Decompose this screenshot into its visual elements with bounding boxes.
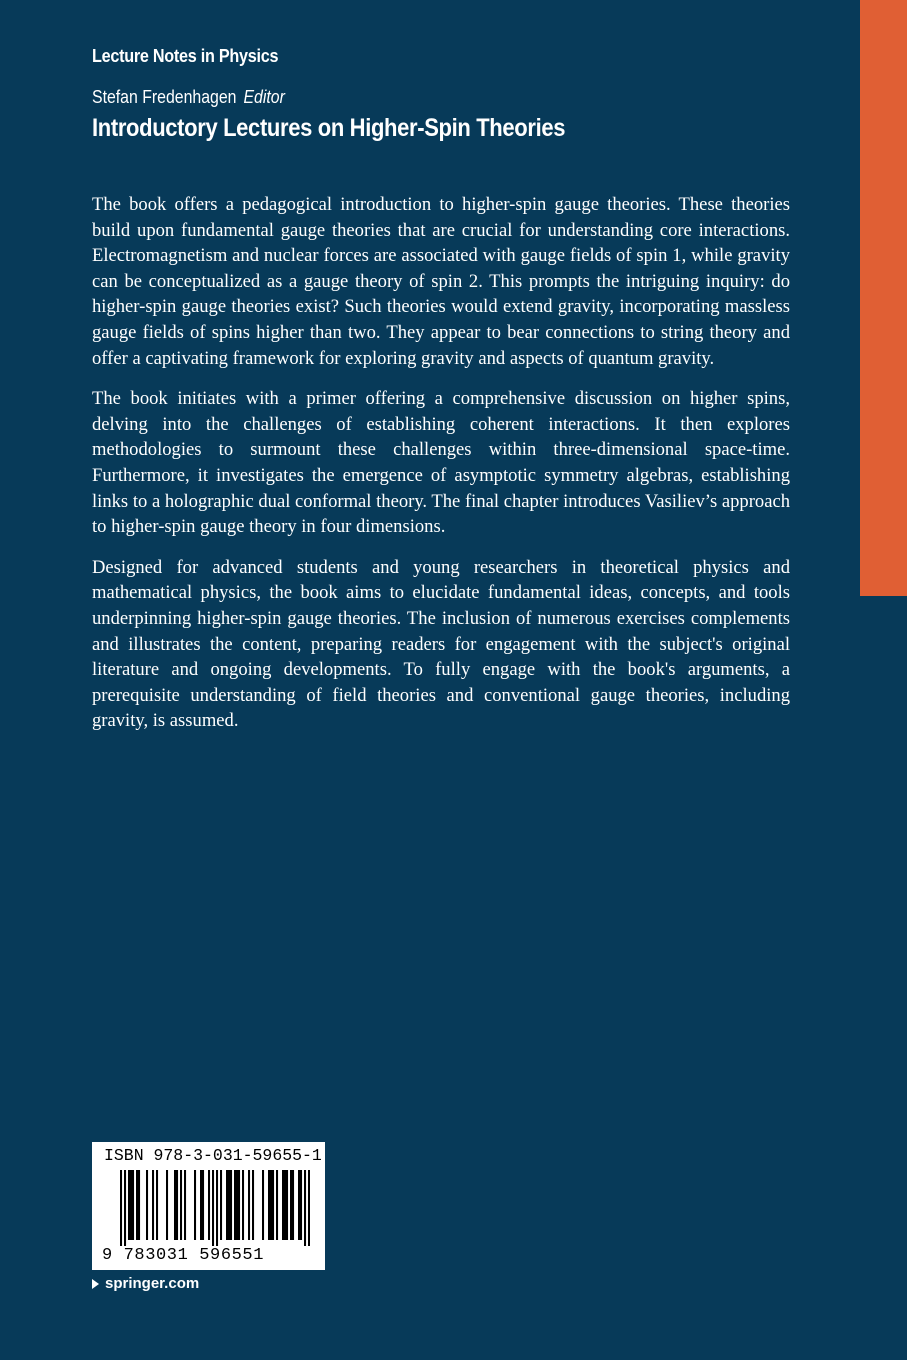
barcode-bar (298, 1170, 300, 1240)
editor-name: Stefan Fredenhagen (92, 87, 237, 107)
orange-accent-strip (860, 0, 907, 596)
barcode-bar (238, 1170, 240, 1240)
barcode-bar (284, 1170, 286, 1240)
barcode-bar (176, 1170, 178, 1240)
barcode-bar (174, 1170, 176, 1240)
barcode-digits: 9 783031 596551 (102, 1246, 265, 1265)
barcode-bar (242, 1170, 244, 1240)
barcode-bar (128, 1170, 130, 1240)
editor-role: Editor (243, 87, 285, 107)
barcode-bar (216, 1170, 218, 1246)
barcode-bar (272, 1170, 274, 1240)
series-name: Lecture Notes in Physics (92, 46, 279, 66)
barcode-bar (184, 1170, 186, 1240)
barcode-bar (290, 1170, 292, 1240)
barcode-bar (308, 1170, 310, 1246)
barcode-bar (138, 1170, 140, 1240)
barcode-bar (236, 1170, 238, 1240)
barcode-bar (234, 1170, 236, 1240)
barcode-bar (268, 1170, 270, 1240)
barcode-bar (304, 1170, 306, 1246)
barcode-bar (124, 1170, 126, 1246)
publisher-link[interactable] (92, 1275, 199, 1292)
barcode-bar (180, 1170, 182, 1240)
isbn-barcode (92, 1142, 325, 1270)
barcode-bar (120, 1170, 122, 1246)
description-paragraph: The book initiates with a primer offering a comprehensive discussion on higher spins, delving into the challenges of establishing coherent interactions. It then explores methodologies to surmount these challenges within three-dimensional space-time. Furthermore, it investigates the emergence of asymptotic symmetry algebras, establishing links to a holographic dual conformal theory. The final chapter introduces Vasiliev’s approach to higher-spin gauge theory in four dimensions. (92, 388, 790, 538)
barcode-bar (202, 1170, 204, 1240)
barcode-bar (230, 1170, 232, 1240)
barcode-bar (152, 1170, 154, 1240)
barcode-bar (208, 1170, 210, 1240)
barcode-bar (228, 1170, 230, 1240)
barcode-bar (270, 1170, 272, 1240)
book-description (92, 192, 790, 749)
barcode-bar (276, 1170, 278, 1240)
barcode-bar (156, 1170, 158, 1240)
barcode-bar (226, 1170, 228, 1240)
barcode-bar (132, 1170, 134, 1240)
editor-line (92, 87, 285, 108)
publisher-url[interactable]: springer.com (105, 1275, 200, 1292)
barcode-bar (220, 1170, 222, 1240)
barcode-bars (120, 1170, 310, 1246)
barcode-bar (252, 1170, 254, 1240)
barcode-bar (262, 1170, 264, 1240)
barcode-bar (282, 1170, 284, 1240)
barcode-bar (212, 1170, 214, 1246)
arrow-right-icon (92, 1279, 99, 1289)
barcode-bar (286, 1170, 288, 1240)
book-title: Introductory Lectures on Higher-Spin Theories (92, 114, 566, 142)
isbn-label: ISBN 978-3-031-59655-1 (104, 1146, 322, 1165)
barcode-bar (166, 1170, 168, 1240)
description-paragraph: Designed for advanced students and young researchers in theoretical physics and mathematical physics, the book aims to elucidate fundamental ideas, concepts, and tools underpinning higher-spin gauge theories. The inclusion of numerous exercises complements and illustrates the content, preparing readers for engagement with the subject's original literature and ongoing developments. To fully engage with the book's arguments, a prerequisite understanding of field theories and conventional gauge theories, including gravity, is assumed. (92, 556, 790, 732)
barcode-bar (300, 1170, 302, 1240)
barcode-bar (248, 1170, 250, 1240)
barcode-bar (200, 1170, 202, 1240)
barcode-bar (130, 1170, 132, 1240)
description-paragraph: The book offers a pedagogical introduction to higher-spin gauge theories. These theories build upon fundamental gauge theories that are crucial for understanding core interactions. Electromagnetism and nuclear forces are associated with gauge fields of spin 1, while gravity can be conceptualized as a gauge theory of spin 2. This prompts the intriguing inquiry: do higher-spin gauge theories exist? Such theories would extend gravity, incorporating massless gauge fields of spins higher than two. They appear to bear connections to string theory and offer a captivating framework for exploring gravity and aspects of quantum gravity. (92, 194, 790, 369)
barcode-bar (136, 1170, 138, 1240)
barcode-bar (146, 1170, 148, 1240)
barcode-bar (292, 1170, 294, 1240)
barcode-bar (194, 1170, 196, 1240)
